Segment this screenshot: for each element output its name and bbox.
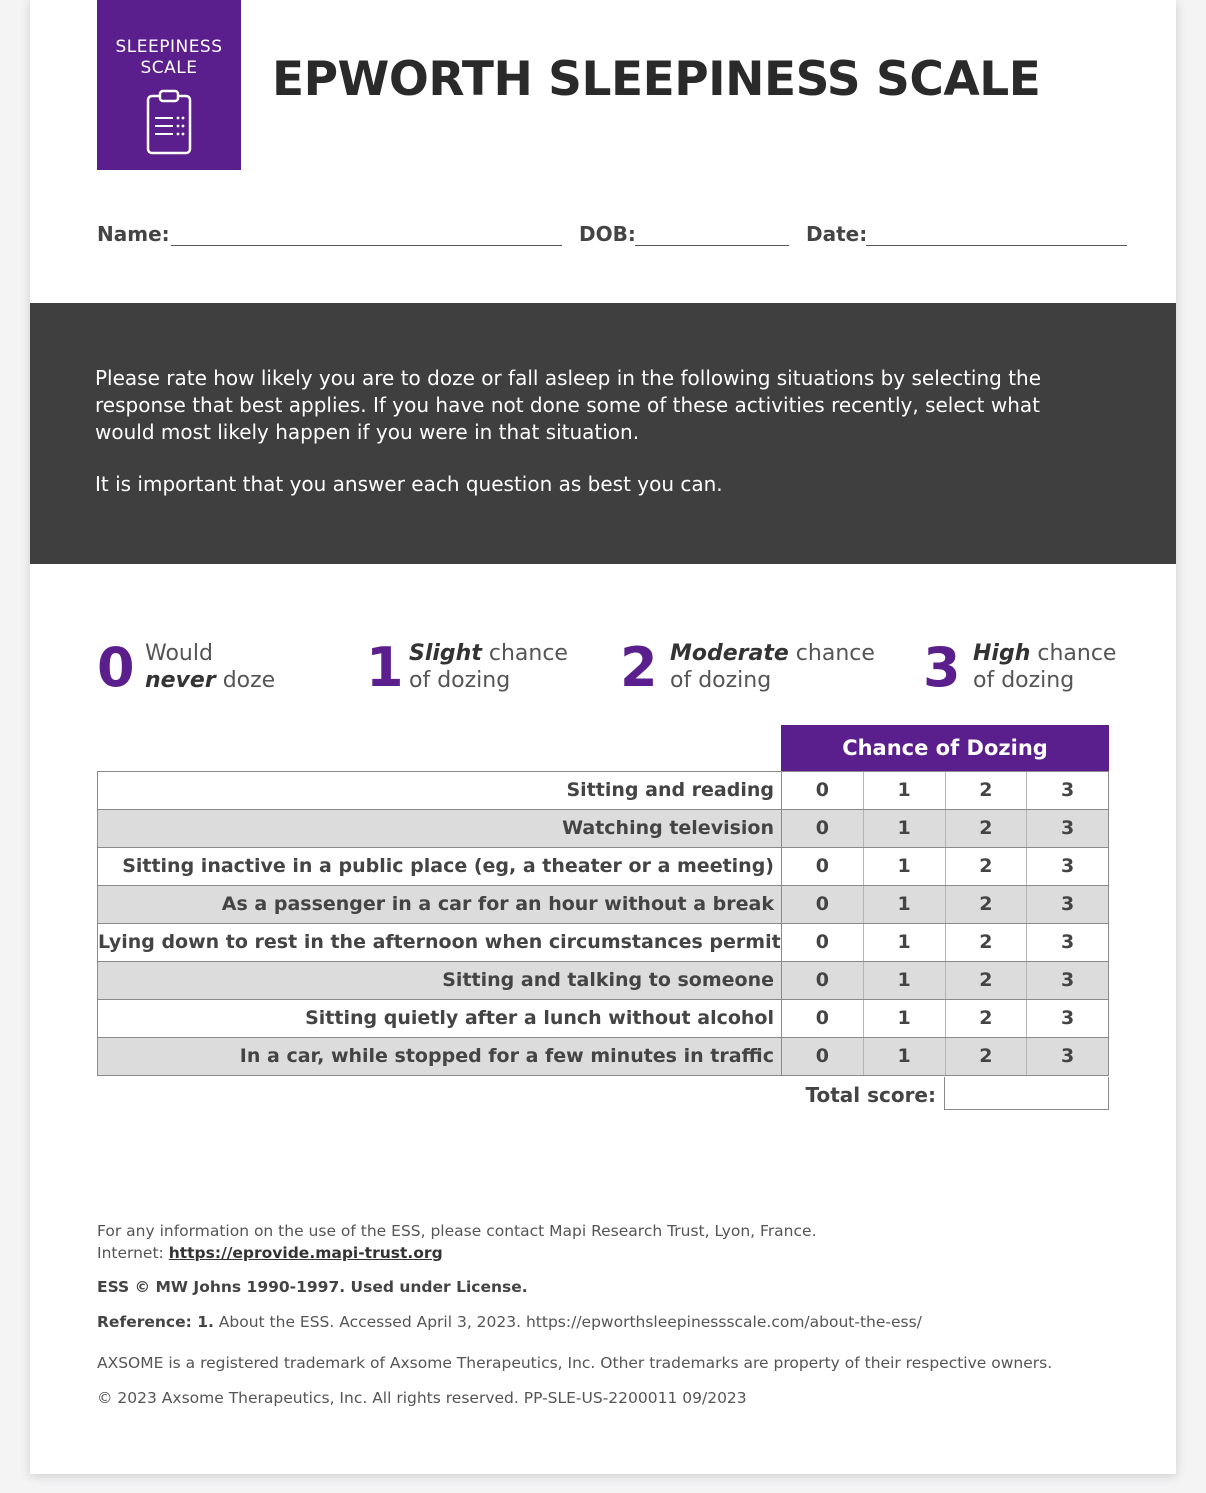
legend-item-0 <box>97 638 317 698</box>
rating-option-0[interactable]: 0 <box>782 924 864 961</box>
rating-option-1[interactable]: 1 <box>864 962 946 999</box>
situation-label: Sitting quietly after a lunch without alcohol <box>98 1000 782 1037</box>
total-score-box[interactable] <box>944 1077 1109 1110</box>
rating-options <box>782 962 1108 999</box>
reference-text: About the ESS. Accessed April 3, 2023. https://epworthsleepinessscale.com/about-the-ess/ <box>213 1313 922 1331</box>
legend-emphasis: never <box>145 668 216 693</box>
logo <box>97 0 241 170</box>
name-field[interactable] <box>97 222 562 248</box>
table-row <box>97 1038 1109 1076</box>
rating-option-3[interactable]: 3 <box>1061 1045 1075 1067</box>
rating-option-0[interactable]: 0 <box>782 1000 864 1037</box>
situation-label: Watching television <box>98 810 782 847</box>
rating-option-1[interactable]: 1 <box>864 848 946 885</box>
mapi-link[interactable]: https://eprovide.mapi-trust.org <box>168 1244 443 1262</box>
internet-line <box>97 1242 817 1264</box>
rating-option-0[interactable]: 0 <box>782 848 864 885</box>
footer-reference <box>97 1313 922 1331</box>
footer-copyright: © 2023 Axsome Therapeutics, Inc. All rights reserved. PP-SLE-US-2200011 09/2023 <box>97 1389 747 1407</box>
footer-contact <box>97 1220 817 1264</box>
rating-options <box>782 1038 1108 1075</box>
rating-option-2[interactable]: 2 <box>946 1000 1028 1037</box>
rating-options <box>782 924 1108 961</box>
page-title: EPWORTH SLEEPINESS SCALE <box>272 52 1041 107</box>
rating-options <box>782 810 1108 847</box>
name-label: Name: <box>97 222 170 246</box>
rating-option-2[interactable]: 2 <box>946 810 1028 847</box>
table-row <box>97 848 1109 886</box>
rating-options <box>782 772 1108 809</box>
rating-option-2[interactable]: 2 <box>946 848 1028 885</box>
legend-text-line1: chance <box>481 641 568 666</box>
legend-number: 0 <box>97 636 135 699</box>
rating-options <box>782 1000 1108 1037</box>
rating-table <box>97 771 1109 1076</box>
legend-item-1 <box>366 638 586 698</box>
rating-options <box>782 886 1108 923</box>
internet-label: Internet: <box>97 1244 169 1262</box>
rating-option-1[interactable]: 1 <box>864 924 946 961</box>
rating-option-1[interactable]: 1 <box>864 1000 946 1037</box>
legend-text-line2: doze <box>215 668 276 693</box>
date-field[interactable] <box>806 222 1127 248</box>
rating-option-0[interactable]: 0 <box>782 962 864 999</box>
legend-text-line2: of dozing <box>409 668 511 693</box>
form-sheet <box>30 0 1176 1474</box>
legend-emphasis: High <box>973 641 1031 666</box>
legend-emphasis: Moderate <box>670 641 789 666</box>
legend-label <box>409 640 568 694</box>
legend-item-3 <box>923 638 1143 698</box>
legend-emphasis: Slight <box>409 641 482 666</box>
situation-label: Sitting and talking to someone <box>98 962 782 999</box>
footer-license <box>97 1278 528 1296</box>
rating-option-0[interactable]: 0 <box>782 810 864 847</box>
rating-option-2[interactable]: 2 <box>946 1038 1028 1075</box>
situation-label: Sitting and reading <box>98 772 782 809</box>
legend-label <box>973 640 1116 694</box>
legend-text-line1: Would <box>145 641 213 666</box>
dob-label: DOB: <box>579 222 636 246</box>
dob-line <box>635 245 789 246</box>
situation-label: In a car, while stopped for a few minutes in traffic <box>98 1038 782 1075</box>
rating-option-3[interactable]: 3 <box>1061 969 1075 991</box>
table-row <box>97 1000 1109 1038</box>
situation-label: Sitting inactive in a public place (eg, a theater or a meeting) <box>98 848 782 885</box>
logo-text <box>97 37 241 79</box>
rating-option-1[interactable]: 1 <box>864 886 946 923</box>
rating-option-2[interactable]: 2 <box>946 886 1028 923</box>
table-row <box>97 886 1109 924</box>
chance-of-dozing-header: Chance of Dozing <box>781 725 1109 771</box>
instructions-text: Please rate how likely you are to doze or fall asleep in the following situations by selecting the response that best applies. If you have not done some of these activities recently, select what would most likely happen if you were in that situation. <box>95 366 1042 444</box>
rating-option-2[interactable]: 2 <box>946 772 1028 809</box>
logo-line-1: SLEEPINESS <box>115 37 223 57</box>
rating-option-1[interactable]: 1 <box>864 772 946 809</box>
rating-option-2[interactable]: 2 <box>946 924 1028 961</box>
rating-option-3[interactable]: 3 <box>1061 893 1075 915</box>
date-line <box>866 245 1127 246</box>
legend-text-line2: of dozing <box>973 668 1075 693</box>
table-row <box>97 810 1109 848</box>
logo-line-2: SCALE <box>140 58 198 78</box>
footer-trademark: AXSOME is a registered trademark of Axsome Therapeutics, Inc. Other trademarks are property of their respective owners. <box>97 1354 1053 1372</box>
legend-text-line1: chance <box>788 641 875 666</box>
reference-label: Reference: 1. <box>97 1313 214 1331</box>
legend-number: 3 <box>923 636 961 699</box>
date-label: Date: <box>806 222 868 246</box>
legend-text-line1: chance <box>1030 641 1117 666</box>
total-score-label: Total score: <box>805 1083 936 1107</box>
rating-option-3[interactable]: 3 <box>1061 855 1075 877</box>
rating-option-3[interactable]: 3 <box>1061 931 1075 953</box>
contact-text: For any information on the use of the ESS, please contact Mapi Research Trust, Lyon, France. <box>97 1222 817 1240</box>
rating-option-0[interactable]: 0 <box>782 772 864 809</box>
rating-option-2[interactable]: 2 <box>946 962 1028 999</box>
rating-option-3[interactable]: 3 <box>1061 1007 1075 1029</box>
rating-option-3[interactable]: 3 <box>1061 817 1075 839</box>
table-row <box>97 962 1109 1000</box>
rating-option-0[interactable]: 0 <box>782 1038 864 1075</box>
rating-options <box>782 848 1108 885</box>
dob-field[interactable] <box>579 222 789 248</box>
legend-label <box>145 640 275 694</box>
legend-label <box>670 640 875 694</box>
instructions-panel <box>30 303 1176 564</box>
legend-text-line2: of dozing <box>670 668 772 693</box>
rating-option-3[interactable]: 3 <box>1061 779 1075 801</box>
legend-number: 2 <box>620 636 658 699</box>
rating-option-0[interactable]: 0 <box>782 886 864 923</box>
legend-item-2 <box>620 636 875 699</box>
table-row <box>97 771 1109 810</box>
rating-option-1[interactable]: 1 <box>864 1038 946 1075</box>
rating-option-1[interactable]: 1 <box>864 810 946 847</box>
situation-label: As a passenger in a car for an hour without a break <box>98 886 782 923</box>
name-line <box>171 245 562 246</box>
table-row <box>97 924 1109 962</box>
legend-number: 1 <box>366 636 404 699</box>
license-text: ESS © MW Johns 1990-1997. Used under License. <box>97 1278 528 1296</box>
situation-label: Lying down to rest in the afternoon when circumstances permit <box>98 924 782 961</box>
clipboard-icon <box>145 88 193 156</box>
instructions-note: It is important that you answer each question as best you can. <box>95 472 723 496</box>
